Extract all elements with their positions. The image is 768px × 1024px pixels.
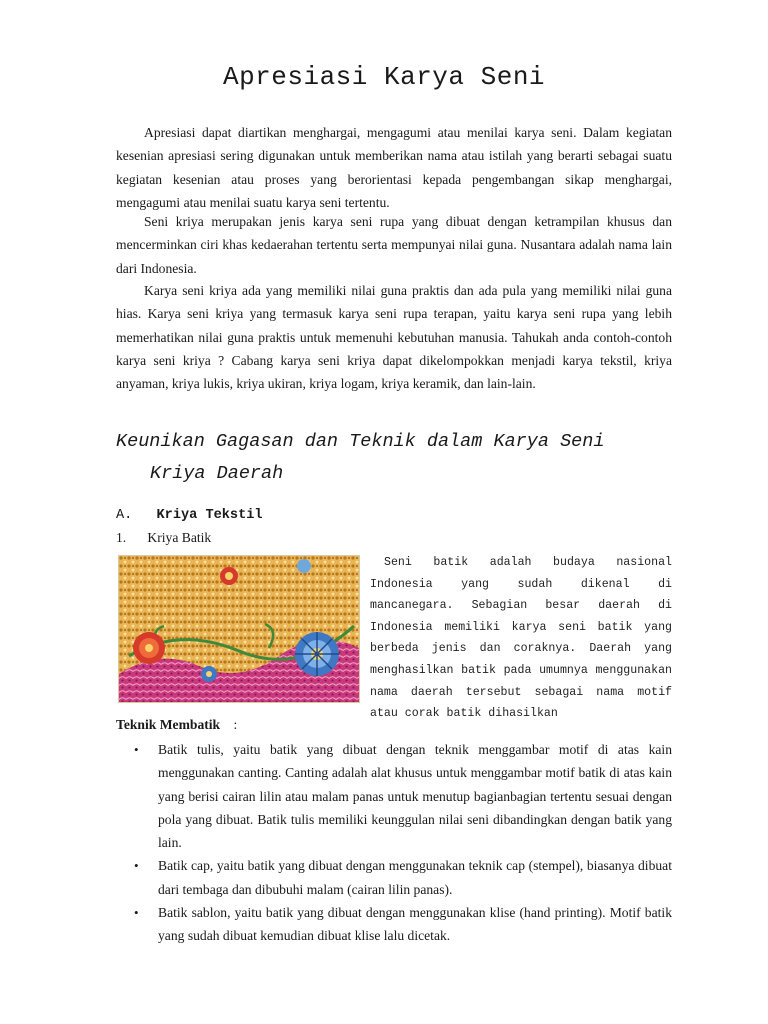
bullet-icon: • — [134, 742, 139, 757]
heading-kriya-batik — [116, 530, 211, 546]
list-item — [116, 901, 672, 948]
subtitle-line-2: Kriya Daerah — [150, 463, 284, 484]
bullet-icon: • — [134, 858, 139, 874]
section-subtitle — [116, 426, 676, 490]
heading-marker: A. — [116, 508, 133, 523]
list-item-text: Batik sablon, yaitu batik yang dibuat dengan menggunakan klise (hand printing). Motif batik yang sudah dibuat kemudian dibuat klise lalu dicetak. — [158, 905, 672, 944]
batik-description: Seni batik adalah budaya nasional Indonesia yang sudah dikenal di mancanegara. Sebagian besar daerah di Indonesia memiliki karya seni batik yang berbeda jenis dan coraknya. Daerah yang menghasilkan batik pada umumnya menggunakan nama daerah tersebut sebagai nama motif atau corak batik dihasilkan — [370, 556, 672, 721]
list-item — [116, 738, 672, 854]
paragraph-seni-kriya: Seni kriya merupakan jenis karya seni rupa yang dibuat dengan ketrampilan khusus dan mencerminkan ciri khas kedaerahan tertentu serta mempunyai nilai guna. Nusantara adalah nama lain dari Indonesia. — [116, 214, 672, 276]
page-title: Apresiasi Karya Seni — [222, 62, 546, 92]
list-item — [116, 854, 672, 901]
teknik-membatik-heading — [116, 717, 237, 733]
heading-label: Kriya Tekstil — [156, 508, 263, 523]
list-item-text: Batik tulis, yaitu batik yang dibuat dengan teknik menggambar motif di atas kain menggunakan canting. Canting adalah alat khusus untuk menggambar motif batik di atas kain yang berisi cairan lilin atau malam panas untuk menutup bagianbagian tertentu sesuai dengan pola yang dibuat. Batik tulis memiliki keunggulan nilai seni dibandingkan dengan batik yang lain. — [158, 742, 672, 851]
subtitle-line-1: Keunikan Gagasan dan Teknik dalam Karya Seni — [116, 431, 605, 452]
bullet-icon: • — [134, 905, 139, 921]
teknik-list — [116, 738, 672, 948]
paragraph-apresiasi: Apresiasi dapat diartikan menghargai, mengagumi atau menilai karya seni. Dalam kegiatan kesenian apresiasi sering digunakan untuk memberikan nama atau istilah yang berarti sebagai suatu kegiatan kesenian atau proses yang berorientasi kepada pengembangan sikap menghargai, mengagumi atau menilai suatu karya seni tertentu. — [116, 125, 672, 210]
heading-label: Kriya Batik — [147, 530, 212, 545]
batik-image — [118, 555, 360, 703]
paragraph-karya-seni-kriya: Karya seni kriya ada yang memiliki nilai guna praktis dan ada pula yang memiliki nilai guna hias. Karya seni kriya yang termasuk karya seni rupa terapan, yaitu karya seni rupa yang lebih memerhatikan nilai guna praktis untuk memenuhi kebutuhan manusia. Tahukah anda contoh-contoh karya seni kriya ? Cabang karya seni kriya dapat dikelompokkan menjadi karya tekstil, kriya anyaman, kriya lukis, kriya ukiran, kriya logam, kriya keramik, dan lain-lain. — [116, 283, 672, 392]
heading-kriya-tekstil — [116, 508, 263, 523]
heading-number: 1. — [116, 530, 127, 545]
teknik-label: Teknik Membatik — [116, 717, 221, 732]
list-item-text: Batik cap, yaitu batik yang dibuat dengan menggunakan teknik cap (stempel), biasanya dibuat dari tembaga dan dibubuhi malam (cairan lilin panas). — [158, 858, 672, 897]
teknik-colon: : — [233, 717, 238, 732]
